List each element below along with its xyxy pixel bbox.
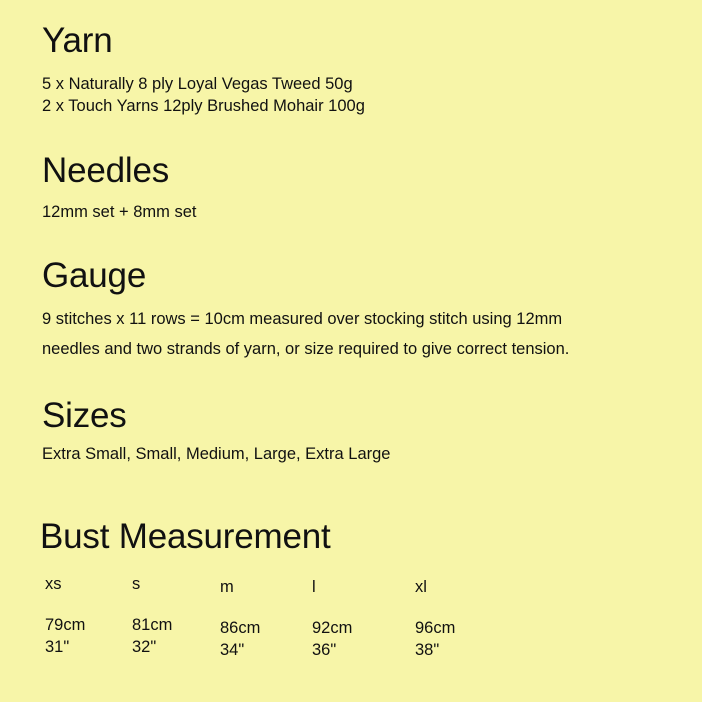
size-label: s <box>132 575 141 593</box>
bust-inch: 38" <box>415 641 440 659</box>
size-label: l <box>312 578 316 596</box>
gauge-line-1: 9 stitches x 11 rows = 10cm measured over stocking stitch using 12mm <box>42 310 563 328</box>
bust-cm: 86cm <box>220 619 261 637</box>
bust-cm: 81cm <box>132 616 173 634</box>
sizes-line: Extra Small, Small, Medium, Large, Extra Large <box>42 445 391 463</box>
bust-inch: 34" <box>220 641 245 659</box>
gauge-heading: Gauge <box>42 256 147 295</box>
bust-inch: 32" <box>132 638 157 656</box>
size-label: xl <box>415 578 427 596</box>
size-label: xs <box>45 575 62 593</box>
bust-inch: 31" <box>45 638 70 656</box>
bust-heading: Bust Measurement <box>40 517 331 556</box>
yarn-heading: Yarn <box>42 21 113 60</box>
bust-cm: 79cm <box>45 616 86 634</box>
sizes-heading: Sizes <box>42 396 127 435</box>
bust-inch: 36" <box>312 641 337 659</box>
needles-line: 12mm set + 8mm set <box>42 203 197 221</box>
yarn-line-1: 5 x Naturally 8 ply Loyal Vegas Tweed 50g <box>42 75 353 93</box>
bust-cm: 92cm <box>312 619 353 637</box>
needles-heading: Needles <box>42 151 170 190</box>
yarn-line-2: 2 x Touch Yarns 12ply Brushed Mohair 100g <box>42 97 365 115</box>
size-label: m <box>220 578 234 596</box>
gauge-line-2: needles and two strands of yarn, or size required to give correct tension. <box>42 340 570 358</box>
bust-cm: 96cm <box>415 619 456 637</box>
